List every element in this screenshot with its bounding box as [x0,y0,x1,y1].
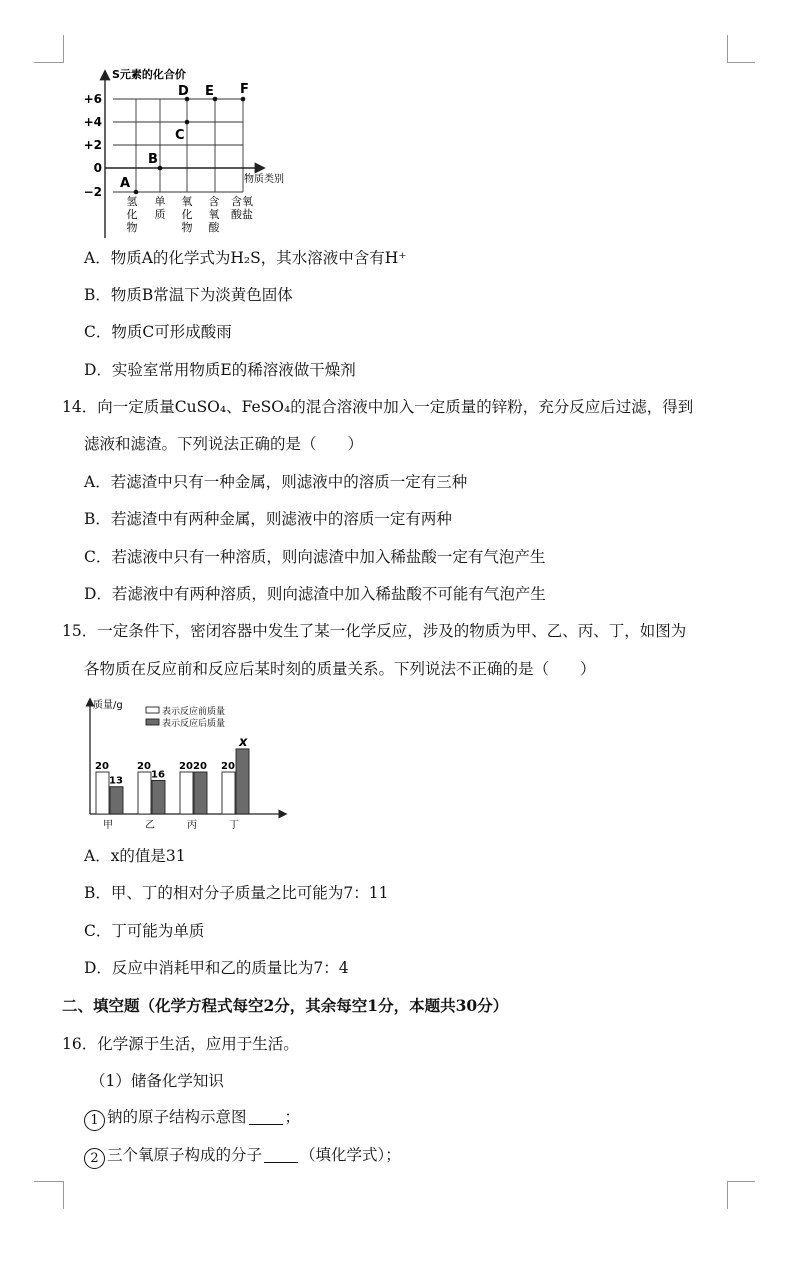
y-tick-2: +2 [83,138,102,152]
value-label-after-2: 20 [193,761,207,772]
q16-sub1: （1）储备化学知识 [90,1072,224,1090]
q16-intro: 16．化学源于生活，应用于生活。 [62,1035,299,1053]
point-label-d: D [178,84,189,99]
category-label-0: 甲 [103,820,113,831]
q15-stem-line1: 15．一定条件下，密闭容器中发生了某一化学反应，涉及的物质为甲、乙、丙、丁，如图为 [62,622,687,640]
y-axis-label: S元素的化合价 [112,68,186,81]
category-oxysalt-1: 含氧 [231,195,253,208]
sulfur-valence-diagram [78,62,303,240]
crop-mark-tl-h [34,62,64,63]
crop-mark-bl-v [63,1181,64,1209]
q14-option-a: A．若滤渣中只有一种金属，则滤液中的溶质一定有三种 [84,473,468,491]
chart2-y-axis-label: 质量/g [93,700,123,711]
legend-label-after: 表示反应后质量 [162,719,226,729]
q13-option-d: D．实验室常用物质E的稀溶液做干燥剂 [84,361,356,379]
x-axis-label: 物质类别 [244,174,284,185]
category-oxyacid-3: 酸 [208,221,220,234]
q13-option-c: C．物质C可形成酸雨 [84,323,232,341]
category-label-3: 丁 [229,820,239,831]
point-label-e: E [205,84,214,99]
crop-mark-tl-v [63,35,64,63]
bar-after-0 [110,787,123,814]
y-tick-neg2: −2 [83,185,102,199]
q16-item-2-text: 三个氧原子构成的分子 [107,1146,263,1164]
q14-option-c: C．若滤液中只有一种溶质，则向滤渣中加入稀盐酸一定有气泡产生 [84,548,546,566]
value-label-before-3: 20 [221,761,235,772]
crop-mark-tr-v [727,35,728,63]
legend-swatch-before [146,707,159,713]
q16-item-2 [84,1145,401,1169]
q15-option-c: C．丁可能为单质 [84,922,205,940]
category-oxide-3: 物 [181,221,193,234]
value-label-after-0: 13 [109,775,123,787]
point-label-a: A [120,176,131,191]
bar-before-2 [180,772,193,814]
legend-swatch-after [146,719,159,725]
value-label-before-1: 20 [137,761,151,772]
value-label-before-2: 20 [179,761,193,772]
bar-after-2 [194,772,207,814]
value-label-after-3: x [239,734,248,750]
section-fill-in-title: 二、填空题（化学方程式每空2分，其余每空1分，本题共30分） [62,996,509,1015]
category-oxyacid-1: 含 [208,195,220,208]
category-oxide-1: 氧 [181,195,193,208]
q15-stem-line2: 各物质在反应前和反应后某时刻的质量关系。下列说法不正确的是（ ） [84,660,596,678]
category-label-1: 乙 [145,820,155,831]
category-hydride-1: 氢 [126,195,138,208]
y-tick-0: 0 [93,161,102,175]
category-hydride-2: 化 [126,208,138,221]
category-label-2: 丙 [187,820,197,831]
category-hydride-3: 物 [126,221,138,234]
circled-number-2: 2 [84,1148,105,1169]
q14-stem-line2: 滤液和滤渣。下列说法正确的是（ ） [84,435,364,453]
q13-option-b: B．物质B常温下为淡黄色固体 [84,286,293,304]
point-label-f: F [240,82,249,97]
bar-before-0 [96,772,109,814]
q15-option-a: A．x的值是31 [84,847,186,865]
point-label-c: C [175,128,185,143]
y-tick-4: +4 [83,115,102,129]
q14-option-b: B．若滤渣中有两种金属，则滤液中的溶质一定有两种 [84,510,452,528]
answer-blank-1[interactable] [249,1110,283,1125]
bar-before-3 [222,772,235,814]
q16-item-1-end: ； [284,1108,301,1126]
q15-option-b: B．甲、丁的相对分子质量之比可能为7：11 [84,884,389,902]
y-tick-6: +6 [83,92,102,106]
circled-number-1: 1 [84,1110,105,1131]
answer-blank-2[interactable] [264,1148,298,1163]
mass-bar-chart [80,694,295,834]
category-oxyacid-2: 氧 [208,208,220,221]
value-label-before-0: 20 [95,761,109,772]
crop-mark-tr-h [727,62,755,63]
q14-stem-line1: 14．向一定质量CuSO₄、FeSO₄的混合溶液中加入一定质量的锌粉，充分反应后过滤，得到 [62,398,694,416]
q16-item-2-end: （填化学式）； [300,1146,401,1164]
bar-after-3 [236,749,249,814]
bar-before-1 [138,772,151,814]
point-label-b: B [148,152,158,167]
crop-mark-br-h [727,1181,755,1182]
q16-item-1-text: 钠的原子结构示意图 [107,1108,247,1126]
q15-option-d: D．反应中消耗甲和乙的质量比为7：4 [84,959,349,977]
category-oxide-2: 化 [181,208,193,221]
q13-option-a: A．物质A的化学式为H₂S，其水溶液中含有H⁺ [84,249,407,267]
category-element-1: 单 [154,195,166,208]
crop-mark-bl-h [34,1181,64,1182]
crop-mark-br-v [727,1181,728,1209]
legend-label-before: 表示反应前质量 [162,707,226,717]
category-oxysalt-2: 酸盐 [231,208,253,221]
category-element-2: 质 [154,208,166,221]
q16-item-1 [84,1107,300,1131]
bar-after-1 [152,780,165,814]
q14-option-d: D．若滤液中有两种溶质，则向滤渣中加入稀盐酸不可能有气泡产生 [84,585,546,603]
value-label-after-1: 16 [151,769,165,781]
